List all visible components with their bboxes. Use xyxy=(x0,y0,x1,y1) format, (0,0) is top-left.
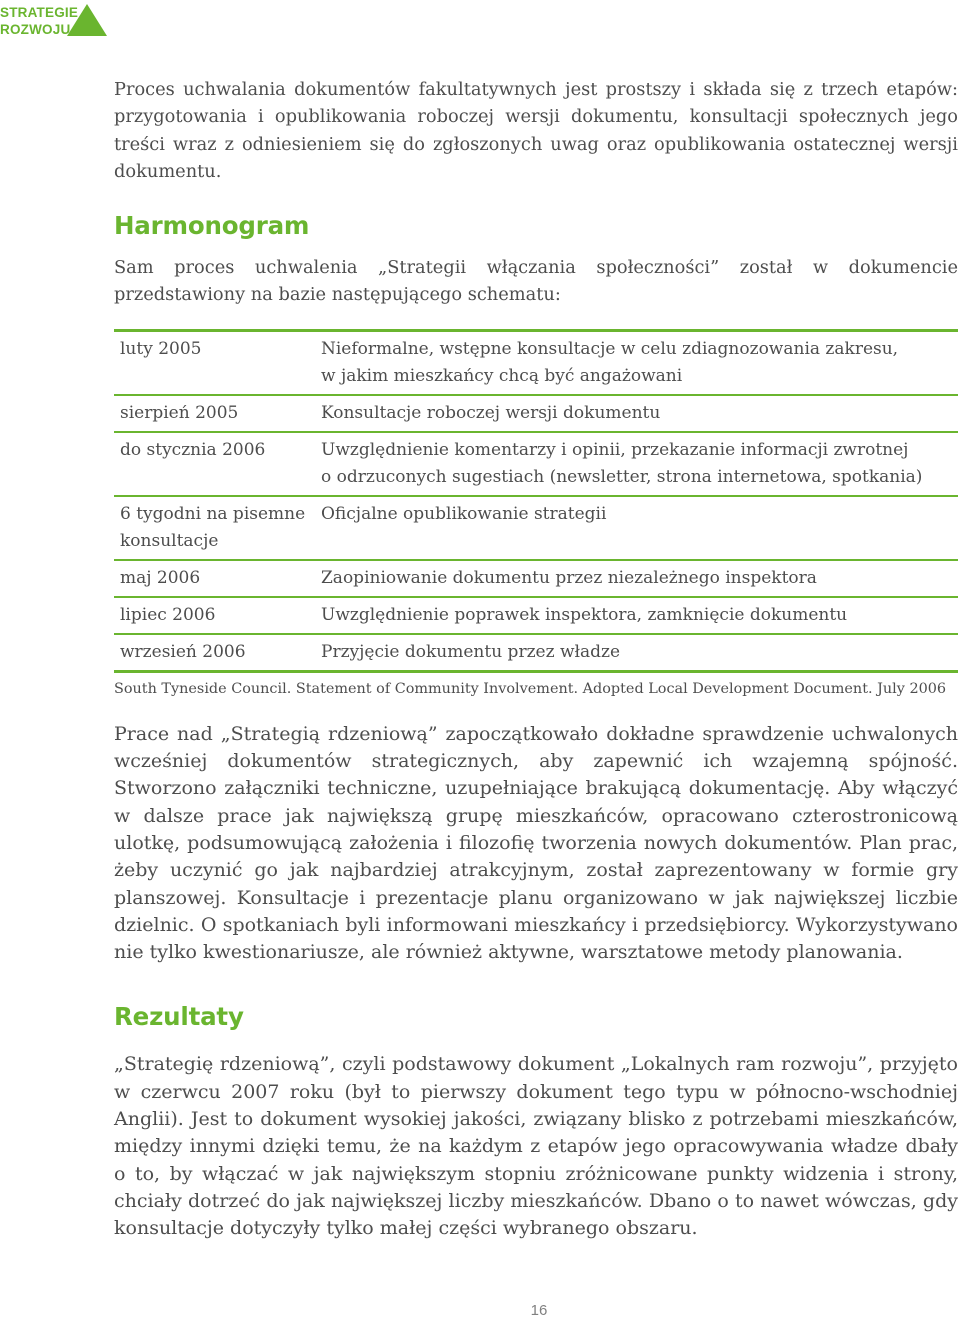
harmonogram-lead: Sam proces uchwalenia „Strategii włączania społeczności” został w dokumencie przedstawiony na bazie następującego schematu: xyxy=(114,257,958,306)
schedule-description-line: Konsultacje roboczej wersji dokumentu xyxy=(321,402,661,423)
schedule-row xyxy=(114,635,958,673)
schedule-row xyxy=(114,497,958,561)
schedule-date: wrzesień 2006 xyxy=(120,641,246,662)
schedule-description xyxy=(321,400,958,427)
schedule-description xyxy=(321,336,958,390)
brand-line-1: STRATEGIE xyxy=(0,5,79,20)
intro-paragraph: Proces uchwalania dokumentów fakultatywnych jest prostszy i składa się z trzech etapów: przygotowania i opublikowania roboczej wersji dokumentu, konsultacji społecznych jego treści wraz z odniesieniem się do zgłoszonych uwag oraz opublikowania ostatecznej wersji dokumentu. xyxy=(114,79,958,182)
schedule-table xyxy=(114,329,958,673)
schedule-date: maj 2006 xyxy=(120,567,201,588)
schedule-row xyxy=(114,598,958,635)
schedule-row xyxy=(114,433,958,497)
brand-logo xyxy=(0,2,110,40)
brand-line-2: ROZWOJU xyxy=(0,22,71,37)
schedule-description xyxy=(321,602,958,629)
schedule-description-line: Oficjalne opublikowanie strategii xyxy=(321,503,607,524)
schedule-date: sierpień 2005 xyxy=(120,402,239,423)
source-citation: South Tyneside Council. Statement of Community Involvement. Adopted Local Development Document. July 2006 xyxy=(114,680,947,697)
schedule-description xyxy=(321,565,958,592)
main-content xyxy=(114,76,958,1243)
rezultaty-paragraph: „Strategię rdzeniową”, czyli podstawowy dokument „Lokalnych ram rozwoju”, przyjęto w czerwcu 2007 roku (był to pierwszy dokument tego typu w północno-wschodniej Anglii). Jest to dokument wysokiej jakości, związany blisko z potrzebami mieszkańców, między innymi dzięki temu, że na każdym z etapów jego opracowywania władze dbały o to, by włączać w jak największym stopniu zróżnicowane punkty widzenia i strony, chciały dotrzeć do jak największej liczby mieszkańców. Dbano o to nawet wówczas, gdy konsultacje dotyczyły tylko małej części wybranego obszaru. xyxy=(114,1053,958,1240)
schedule-description-line: Nieformalne, wstępne konsultacje w celu zdiagnozowania zakresu, xyxy=(321,338,899,359)
schedule-row xyxy=(114,396,958,433)
schedule-description xyxy=(321,501,958,555)
schedule-date: 6 tygodni na pisemne konsultacje xyxy=(120,503,306,551)
schedule-row xyxy=(114,332,958,396)
schedule-date: do stycznia 2006 xyxy=(120,439,266,460)
schedule-description-line: Uwzględnienie poprawek inspektora, zamknięcie dokumentu xyxy=(321,604,848,625)
schedule-description-line: Zaopiniowanie dokumentu przez niezależnego inspektora xyxy=(321,567,817,588)
schedule-description-line: w jakim mieszkańcy chcą być angażowani xyxy=(321,365,683,386)
harmonogram-heading: Harmonogram xyxy=(114,211,310,241)
schedule-row xyxy=(114,561,958,598)
schedule-description xyxy=(321,437,958,491)
schedule-date: lipiec 2006 xyxy=(120,604,216,625)
triangle-icon xyxy=(67,4,107,36)
schedule-date: luty 2005 xyxy=(120,338,202,359)
page-number: 16 xyxy=(530,1302,548,1319)
prace-paragraph: Prace nad „Strategią rdzeniową” zapoczątkowało dokładne sprawdzenie uchwalonych wcześniej dokumentów strategicznych, aby zapewnić ich wzajemną spójność. Stworzono załączniki techniczne, uzupełniające brakującą dokumentację. Aby włączyć w dalsze prace jak największą grupę mieszkańców, opracowano czterostronicową ulotkę, podsumowującą założenia i filozofię tworzenia nowych dokumentów. Plan prac, żeby uczynić go jak najbardziej atrakcyjnym, został zaprezentowany w formie gry planszowej. Konsultacje i prezentacje planu organizowano w jak największej liczbie dzielnic. O spotkaniach byli informowani mieszkańcy i przedsiębiorcy. Wykorzystywano nie tylko kwestionariusze, ale również aktywne, warsztatowe metody planowania. xyxy=(114,722,958,964)
schedule-description-line: Uwzględnienie komentarzy i opinii, przekazanie informacji zwrotnej xyxy=(321,439,909,460)
schedule-description-line: o odrzuconych sugestiach (newsletter, strona internetowa, spotkania) xyxy=(321,466,923,487)
schedule-description-line: Przyjęcie dokumentu przez władze xyxy=(321,641,621,662)
rezultaty-heading: Rezultaty xyxy=(114,1002,244,1032)
schedule-description xyxy=(321,639,958,666)
